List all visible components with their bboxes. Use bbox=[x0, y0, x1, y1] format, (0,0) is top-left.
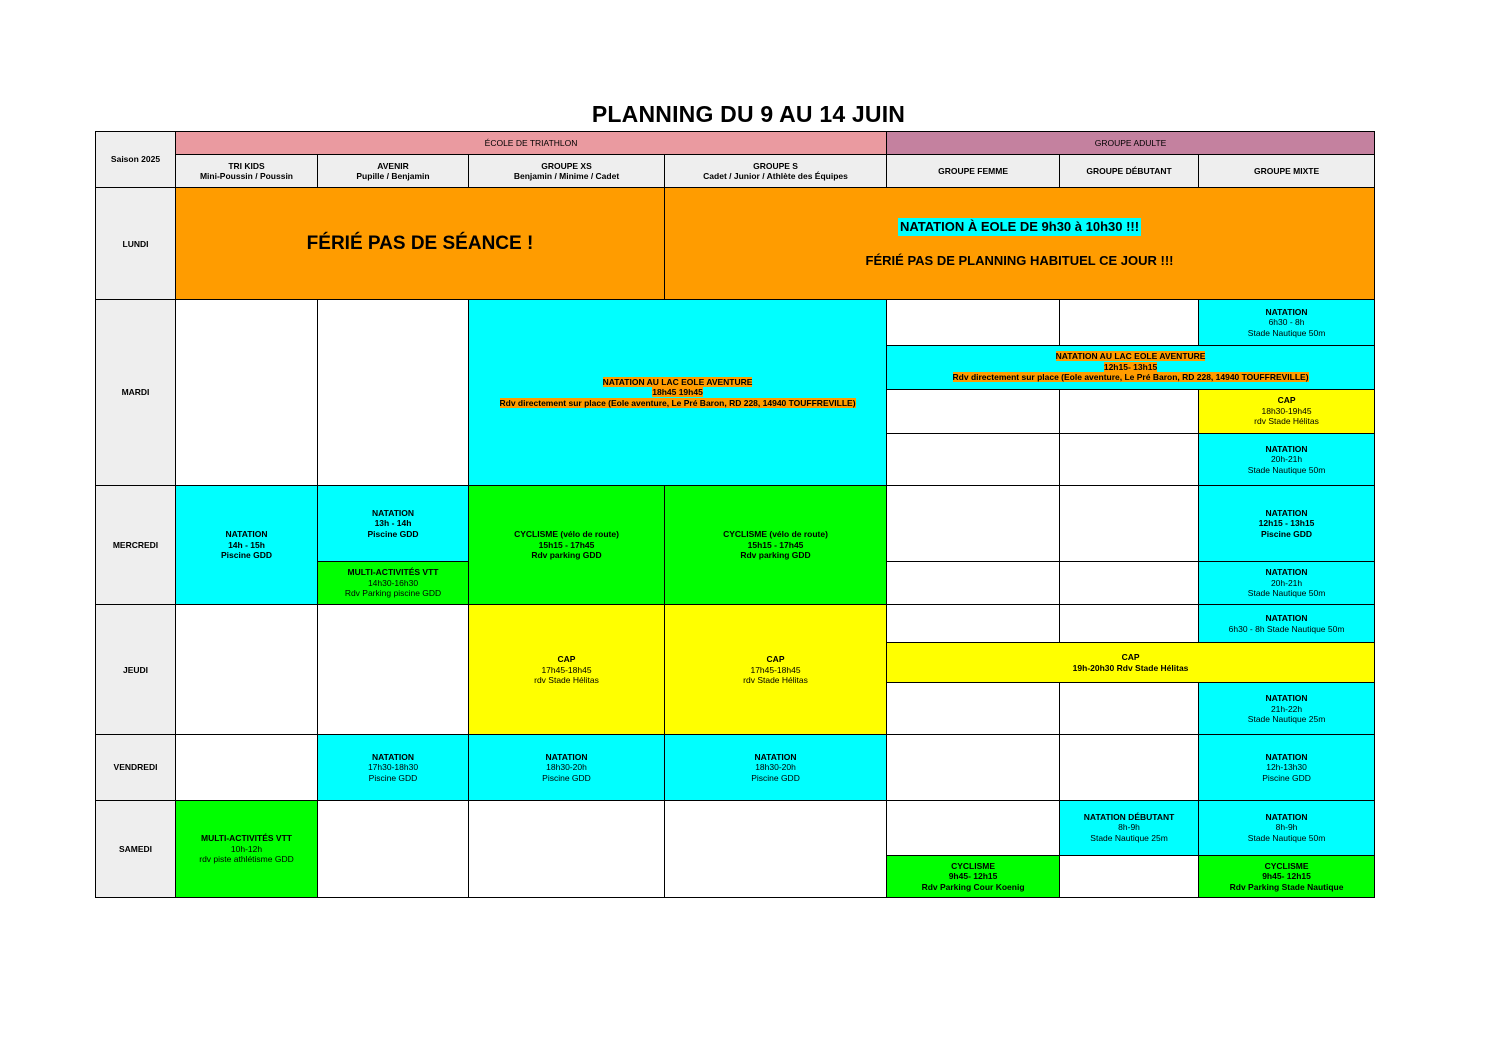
mercredi-femme-empty-2 bbox=[887, 562, 1060, 605]
day-vendredi: VENDREDI bbox=[96, 735, 176, 800]
mardi-adult-lac-session: NATATION AU LAC EOLE AVENTURE 12h15- 13h15 Rdv directement sur place (Eole aventure, Le Pré Baron, RD 228, 14940 TOUFFREVILLE) bbox=[887, 345, 1375, 389]
jeudi-adult-cap: CAP 19h-20h30 Rdv Stade Hélitas bbox=[887, 643, 1375, 683]
col-header-femme: GROUPE FEMME bbox=[887, 155, 1060, 188]
mercredi-debutant-empty-1 bbox=[1060, 485, 1199, 561]
samedi-s-empty bbox=[665, 800, 887, 897]
vendredi-debutant-empty bbox=[1060, 735, 1199, 800]
mardi-debutant-empty-2 bbox=[1060, 389, 1199, 433]
col-header-avenir: AVENIR Pupille / Benjamin bbox=[318, 155, 469, 188]
day-lundi: LUNDI bbox=[96, 188, 176, 300]
col-header-debutant: GROUPE DÉBUTANT bbox=[1060, 155, 1199, 188]
mercredi-avenir-session-1: NATATION 13h - 14h Piscine GDD bbox=[318, 485, 469, 561]
samedi-avenir-empty bbox=[318, 800, 469, 897]
col-header-mixte: GROUPE MIXTE bbox=[1199, 155, 1375, 188]
samedi-trikids-session: MULTI-ACTIVITÉS VTT 10h-12h rdv piste athlétisme GDD bbox=[176, 800, 318, 897]
mercredi-trikids-session: NATATION 14h - 15h Piscine GDD bbox=[176, 485, 318, 604]
jeudi-trikids-empty bbox=[176, 605, 318, 735]
jeudi-avenir-empty bbox=[318, 605, 469, 735]
samedi-debutant-session: NATATION DÉBUTANT 8h-9h Stade Nautique 25m bbox=[1060, 800, 1199, 855]
samedi-mixte-session-2: CYCLISME 9h45- 12h15 Rdv Parking Stade Nautique bbox=[1199, 855, 1375, 897]
samedi-mixte-session-1: NATATION 8h-9h Stade Nautique 50m bbox=[1199, 800, 1375, 855]
samedi-xs-empty bbox=[469, 800, 665, 897]
jeudi-mixte-session-2: NATATION 21h-22h Stade Nautique 25m bbox=[1199, 683, 1375, 735]
lundi-adult-cell bbox=[665, 188, 1375, 300]
col-header-trikids: TRI KIDS Mini-Poussin / Poussin bbox=[176, 155, 318, 188]
jeudi-femme-empty-1 bbox=[887, 605, 1060, 643]
mardi-femme-empty-3 bbox=[887, 433, 1060, 485]
mercredi-femme-empty-1 bbox=[887, 485, 1060, 561]
vendredi-xs-session: NATATION 18h30-20h Piscine GDD bbox=[469, 735, 665, 800]
jeudi-debutant-empty-1 bbox=[1060, 605, 1199, 643]
schedule-table bbox=[95, 131, 1375, 898]
mardi-femme-empty-1 bbox=[887, 300, 1060, 345]
mardi-trikids-empty bbox=[176, 300, 318, 485]
lundi-school-message: FÉRIÉ PAS DE SÉANCE ! bbox=[306, 232, 534, 254]
vendredi-mixte-session: NATATION 12h-13h30 Piscine GDD bbox=[1199, 735, 1375, 800]
school-header: ÉCOLE DE TRIATHLON bbox=[176, 132, 887, 155]
jeudi-xs-cap: CAP 17h45-18h45 rdv Stade Hélitas bbox=[469, 605, 665, 735]
mercredi-mixte-session-1: NATATION 12h15 - 13h15 Piscine GDD bbox=[1199, 485, 1375, 561]
col-header-groupe-s: GROUPE S Cadet / Junior / Athlète des Équipes bbox=[665, 155, 887, 188]
mardi-avenir-empty bbox=[318, 300, 469, 485]
mardi-mixte-session-1: NATATION 6h30 - 8h Stade Nautique 50m bbox=[1199, 300, 1375, 345]
samedi-femme-session: CYCLISME 9h45- 12h15 Rdv Parking Cour Koenig bbox=[887, 855, 1060, 897]
mercredi-xs-session: CYCLISME (vélo de route) 15h15 - 17h45 Rdv parking GDD bbox=[469, 485, 665, 604]
day-samedi: SAMEDI bbox=[96, 800, 176, 897]
season-label: Saison 2025 bbox=[96, 132, 176, 188]
jeudi-debutant-empty-2 bbox=[1060, 683, 1199, 735]
vendredi-avenir-session: NATATION 17h30-18h30 Piscine GDD bbox=[318, 735, 469, 800]
lundi-adult-message-1: NATATION À EOLE DE 9h30 à 10h30 !!! bbox=[899, 219, 1140, 235]
mercredi-debutant-empty-2 bbox=[1060, 562, 1199, 605]
mardi-mixte-session-2: NATATION 20h-21h Stade Nautique 50m bbox=[1199, 433, 1375, 485]
mardi-femme-empty-2 bbox=[887, 389, 1060, 433]
day-mardi: MARDI bbox=[96, 300, 176, 485]
lundi-adult-message-2: FÉRIÉ PAS DE PLANNING HABITUEL CE JOUR !!! bbox=[865, 253, 1174, 269]
jeudi-femme-empty-2 bbox=[887, 683, 1060, 735]
mardi-debutant-empty-1 bbox=[1060, 300, 1199, 345]
lundi-school-cell bbox=[176, 188, 665, 300]
mardi-mixte-cap: CAP 18h30-19h45 rdv Stade Hélitas bbox=[1199, 389, 1375, 433]
vendredi-s-session: NATATION 18h30-20h Piscine GDD bbox=[665, 735, 887, 800]
mercredi-mixte-session-2: NATATION 20h-21h Stade Nautique 50m bbox=[1199, 562, 1375, 605]
mardi-xs-s-session: NATATION AU LAC EOLE AVENTURE 18h45 19h45 Rdv directement sur place (Eole aventure, Le Pré Baron, RD 228, 14940 TOUFFREVILLE) bbox=[469, 300, 887, 485]
col-header-groupe-xs: GROUPE XS Benjamin / Minime / Cadet bbox=[469, 155, 665, 188]
day-jeudi: JEUDI bbox=[96, 605, 176, 735]
samedi-debutant-empty bbox=[1060, 855, 1199, 897]
jeudi-s-cap: CAP 17h45-18h45 rdv Stade Hélitas bbox=[665, 605, 887, 735]
page-title: PLANNING DU 9 AU 14 JUIN bbox=[591, 101, 906, 127]
day-mercredi: MERCREDI bbox=[96, 485, 176, 604]
vendredi-trikids-empty bbox=[176, 735, 318, 800]
vendredi-femme-empty bbox=[887, 735, 1060, 800]
mercredi-avenir-session-2: MULTI-ACTIVITÉS VTT 14h30-16h30 Rdv Parking piscine GDD bbox=[318, 562, 469, 605]
mardi-debutant-empty-3 bbox=[1060, 433, 1199, 485]
mercredi-s-session: CYCLISME (vélo de route) 15h15 - 17h45 Rdv parking GDD bbox=[665, 485, 887, 604]
adult-header: GROUPE ADULTE bbox=[887, 132, 1375, 155]
jeudi-mixte-session-1: NATATION 6h30 - 8h Stade Nautique 50m bbox=[1199, 605, 1375, 643]
samedi-femme-empty bbox=[887, 800, 1060, 855]
